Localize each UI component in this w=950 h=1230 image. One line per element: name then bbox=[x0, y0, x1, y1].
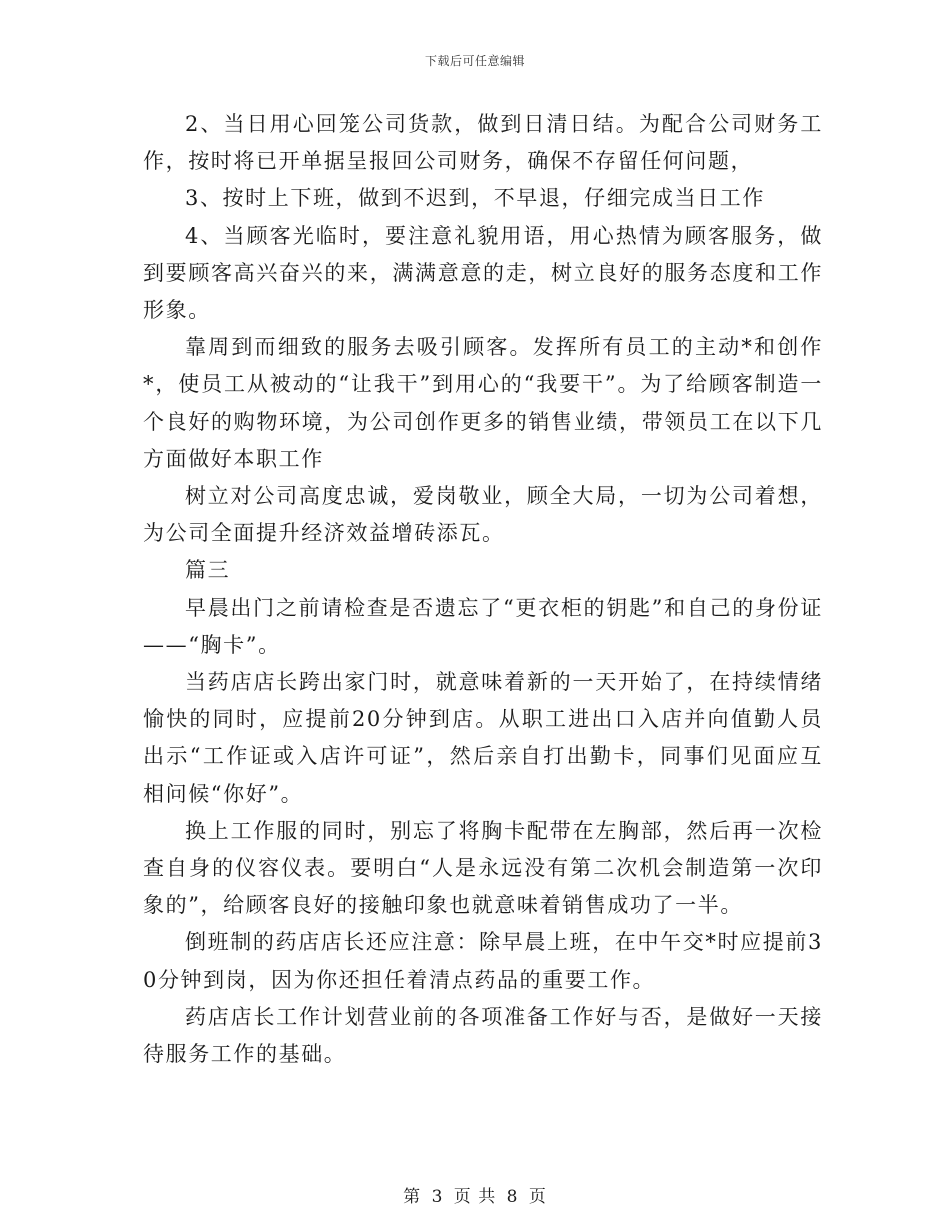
paragraph: 当药店店长跨出家门时，就意味着新的一天开始了，在持续情绪愉快的同时，应提前20分钟到店。从职工进出口入店并向值勤人员出示“工作证或入店许可证”，然后亲自打出勤卡，同事们见面应互相问候“你好”。 bbox=[143, 670, 823, 806]
footer-middle: 页 共 bbox=[453, 1187, 497, 1207]
document-body bbox=[143, 106, 823, 1073]
paragraph: 药店店长工作计划营业前的各项准备工作好与否，是做好一天接待服务工作的基础。 bbox=[143, 1004, 823, 1067]
page-number: 3 bbox=[431, 1187, 444, 1207]
paragraph: 树立对公司高度忠诚，爱岗敬业，顾全大局，一切为公司着想，为公司全面提升经济效益增砖添瓦。 bbox=[143, 484, 823, 546]
paragraph: 换上工作服的同时，别忘了将胸卡配带在左胸部，然后再一次检查自身的仪容仪表。要明白“人是永远没有第二次机会制造第一次印象的”，给顾客良好的接触印象也就意味着销售成功了一半。 bbox=[143, 818, 823, 918]
section-heading: 篇三 bbox=[185, 558, 231, 583]
paragraph: 4、当顾客光临时，要注意礼貌用语，用心热情为顾客服务，做到要顾客高兴奋兴的来，满满意意的走，树立良好的服务态度和工作形象。 bbox=[143, 223, 823, 323]
footer-suffix: 页 bbox=[528, 1187, 547, 1207]
header-note: 下载后可任意编辑 bbox=[424, 54, 525, 68]
paragraph: 2、当日用心回笼公司货款，做到日清日结。为配合公司财务工作，按时将已开单据呈报回公司财务，确保不存留任何问题， bbox=[143, 112, 823, 174]
footer-prefix: 第 bbox=[403, 1187, 422, 1207]
paragraph: 倒班制的药店店长还应注意：除早晨上班，在中午交*时应提前30分钟到岗，因为你还担任着清点药品的重要工作。 bbox=[143, 930, 823, 992]
paragraph: 早晨出门之前请检查是否遗忘了“更衣柜的钥匙”和自己的身份证——“胸卡”。 bbox=[143, 595, 823, 657]
paragraph: 3、按时上下班，做到不迟到，不早退，仔细完成当日工作 bbox=[185, 186, 765, 211]
page-total: 8 bbox=[506, 1187, 519, 1207]
paragraph: 靠周到而细致的服务去吸引顾客。发挥所有员工的主动*和创作*，使员工从被动的“让我干”到用心的“我要干”。为了给顾客制造一个良好的购物环境，为公司创作更多的销售业绩，带领员工在以下几方面做好本职工作 bbox=[143, 335, 823, 471]
page-footer bbox=[0, 1182, 950, 1207]
